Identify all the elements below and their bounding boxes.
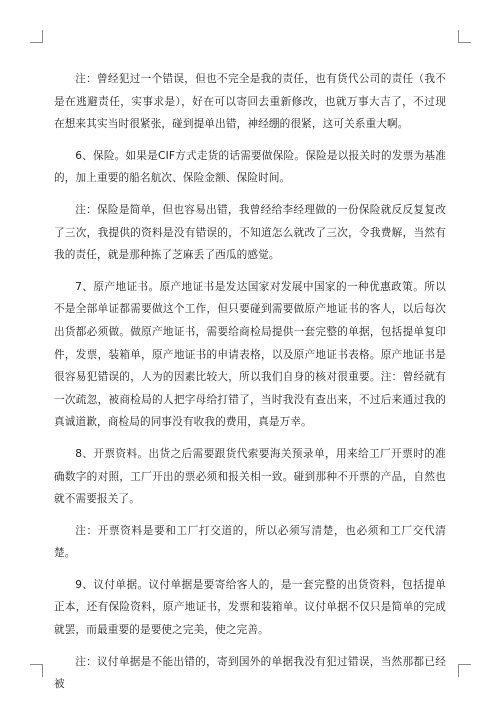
paragraph-note-insurance: 注：保险是简单，但也容易出错，我曾经给李经理做的一份保险就反反复复改了三次，我提供的资料是没有错误的，不知道怎么就改了三次，令我费解，当然有我的责任，就是那种拣了芝麻丢了西瓜的感觉。 xyxy=(54,203,446,262)
paragraph-7-certificate-of-origin: 7、原产地证书。原产地证书是发达国家对发展中国家的一种优惠政策。所以不是全部单证都需要做这个工作，但只要碰到需要做原产地证书的客人，以后每次出货都必须做。做原产地证书，需要给商检局提供一套完整的单据，包括提单复印件，发票，装箱单，原产地证书的申请表格，以及原产地证书表格。原产地证书是很容易犯错误的，人为的因素比较大，所以我们自身的核对很重要。注：曾经就有一次疏忽，被商检局的人把字母给打错了，当时我没有查出来，不过后来通过我的真诚道歉，商检局的同事没有收我的费用，真是万幸。 xyxy=(54,280,446,429)
document-body xyxy=(54,68,446,705)
paragraph-note-invoice-materials: 注：开票资料是要和工厂打交道的，所以必须写清楚，也必须和工厂交代清楚。 xyxy=(54,524,446,560)
crop-mark-top-left xyxy=(30,30,43,43)
paragraph-6-insurance: 6、保险。如果是CIF方式走货的话需要做保险。保险是以报关时的发票为基准的，加上重要的船名航次、保险金额、保险时间。 xyxy=(54,149,446,185)
paragraph-8-invoice-materials: 8、开票资料。出货之后需要跟货代索要海关预录单，用来给工厂开票时的准确数字的对照，工厂开出的票必须和报关相一致。碰到那种不开票的产品，自然也就不需要报关了。 xyxy=(54,447,446,506)
crop-mark-bottom-left xyxy=(30,664,43,677)
crop-mark-bottom-right xyxy=(458,664,471,677)
paragraph-9-negotiation-documents: 9、议付单据。议付单据是要寄给客人的，是一套完整的出货资料，包括提单正本，还有保险资料，原产地证书，发票和装箱单。议付单据不仅只是简单的完成就罢，而最重要的是要使之完美，使之完善。 xyxy=(54,578,446,637)
crop-mark-top-right xyxy=(458,30,471,43)
paragraph-note-negotiation-documents: 注：议付单据是不能出错的，寄到国外的单据我没有犯过错误，当然那都已经被 xyxy=(54,655,446,691)
paragraph-note-bill-of-lading-error: 注：曾经犯过一个错误，但也不完全是我的责任，也有货代公司的责任（我不是在逃避责任，实事求是），好在可以寄回去重新修改，也就万事大吉了，不过现在想来其实当时很紧张，碰到提单出错，神经绷的很紧，这可关系重大啊。 xyxy=(54,73,446,131)
